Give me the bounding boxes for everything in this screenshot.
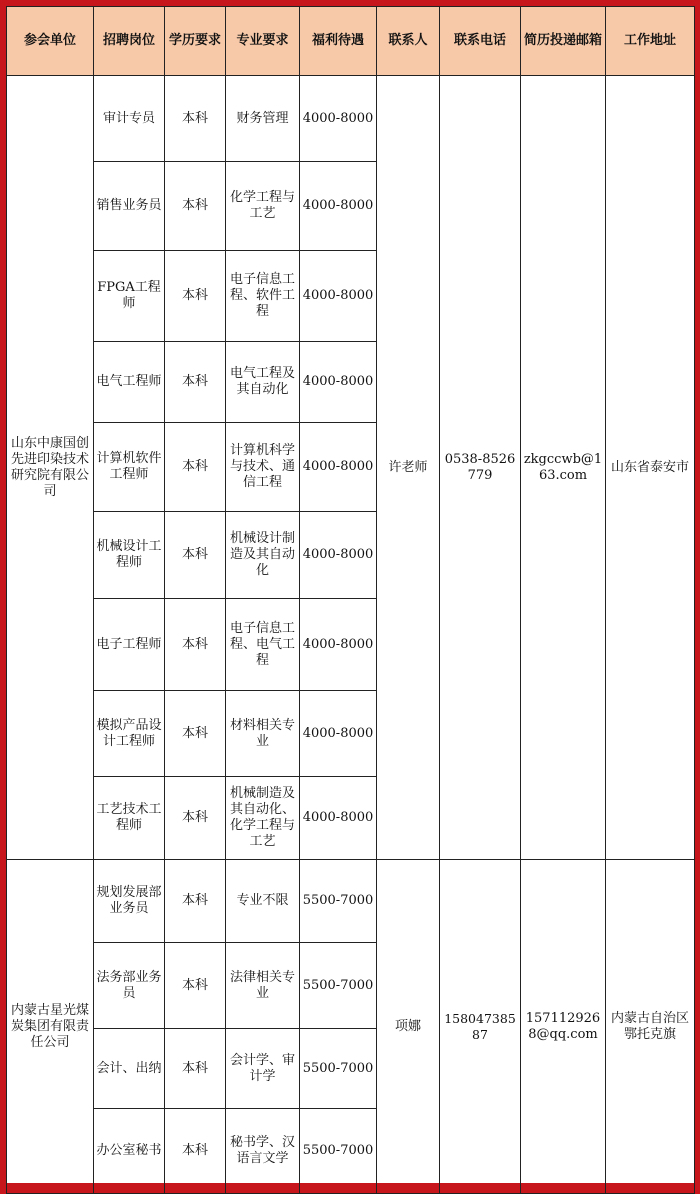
recruitment-table (6, 6, 695, 1194)
table-header-row (7, 7, 695, 76)
job-education: 本科 (165, 777, 226, 860)
job-major: 财务管理 (226, 76, 300, 162)
job-major: 法律相关专业 (226, 943, 300, 1029)
job-salary: 4000-8000 (300, 423, 377, 512)
job-major: 计算机科学与技术、通信工程 (226, 423, 300, 512)
job-salary: 4000-8000 (300, 512, 377, 599)
job-position: 法务部业务员 (94, 943, 165, 1029)
job-position: 电气工程师 (94, 342, 165, 423)
resume-email: 1571129268@qq.com (521, 860, 606, 1194)
job-salary: 4000-8000 (300, 76, 377, 162)
resume-email: zkgccwb@163.com (521, 76, 606, 860)
recruitment-table-frame (6, 6, 694, 1183)
job-salary: 4000-8000 (300, 162, 377, 251)
header-position: 招聘岗位 (94, 7, 165, 76)
job-education: 本科 (165, 1109, 226, 1194)
job-education: 本科 (165, 342, 226, 423)
job-major: 会计学、审计学 (226, 1029, 300, 1109)
job-position: 审计专员 (94, 76, 165, 162)
job-education: 本科 (165, 1029, 226, 1109)
job-salary: 4000-8000 (300, 777, 377, 860)
table-row (7, 860, 695, 943)
job-salary: 5500-7000 (300, 860, 377, 943)
header-company: 参会单位 (7, 7, 94, 76)
header-salary: 福利待遇 (300, 7, 377, 76)
company-name: 山东中康国创先进印染技术研究院有限公司 (7, 76, 94, 860)
job-education: 本科 (165, 512, 226, 599)
job-major: 专业不限 (226, 860, 300, 943)
job-position: 工艺技术工程师 (94, 777, 165, 860)
job-salary: 5500-7000 (300, 943, 377, 1029)
job-education: 本科 (165, 943, 226, 1029)
job-position: FPGA工程师 (94, 251, 165, 342)
contact-phone: 0538-8526779 (440, 76, 521, 860)
job-education: 本科 (165, 423, 226, 512)
job-salary: 4000-8000 (300, 599, 377, 691)
job-position: 办公室秘书 (94, 1109, 165, 1194)
job-salary: 5500-7000 (300, 1109, 377, 1194)
job-position: 电子工程师 (94, 599, 165, 691)
job-salary: 4000-8000 (300, 342, 377, 423)
job-position: 规划发展部业务员 (94, 860, 165, 943)
header-email: 简历投递邮箱 (521, 7, 606, 76)
work-address: 山东省泰安市 (606, 76, 695, 860)
contact-person: 项娜 (377, 860, 440, 1194)
job-position: 机械设计工程师 (94, 512, 165, 599)
contact-person: 许老师 (377, 76, 440, 860)
job-position: 计算机软件工程师 (94, 423, 165, 512)
job-education: 本科 (165, 599, 226, 691)
job-education: 本科 (165, 691, 226, 777)
work-address: 内蒙古自治区鄂托克旗 (606, 860, 695, 1194)
job-major: 电子信息工程、软件工程 (226, 251, 300, 342)
company-name: 内蒙古星光煤炭集团有限责任公司 (7, 860, 94, 1194)
job-salary: 4000-8000 (300, 691, 377, 777)
job-major: 电气工程及其自动化 (226, 342, 300, 423)
job-major: 化学工程与工艺 (226, 162, 300, 251)
job-position: 模拟产品设计工程师 (94, 691, 165, 777)
job-education: 本科 (165, 76, 226, 162)
job-salary: 5500-7000 (300, 1029, 377, 1109)
job-education: 本科 (165, 251, 226, 342)
job-major: 机械制造及其自动化、化学工程与工艺 (226, 777, 300, 860)
job-education: 本科 (165, 162, 226, 251)
job-major: 材料相关专业 (226, 691, 300, 777)
job-position: 销售业务员 (94, 162, 165, 251)
job-salary: 4000-8000 (300, 251, 377, 342)
contact-phone: 15804738587 (440, 860, 521, 1194)
job-major: 秘书学、汉语言文学 (226, 1109, 300, 1194)
header-phone: 联系电话 (440, 7, 521, 76)
job-education: 本科 (165, 860, 226, 943)
header-education: 学历要求 (165, 7, 226, 76)
table-row (7, 76, 695, 162)
job-major: 机械设计制造及其自动化 (226, 512, 300, 599)
job-position: 会计、出纳 (94, 1029, 165, 1109)
header-major: 专业要求 (226, 7, 300, 76)
header-address: 工作地址 (606, 7, 695, 76)
job-major: 电子信息工程、电气工程 (226, 599, 300, 691)
header-contact: 联系人 (377, 7, 440, 76)
